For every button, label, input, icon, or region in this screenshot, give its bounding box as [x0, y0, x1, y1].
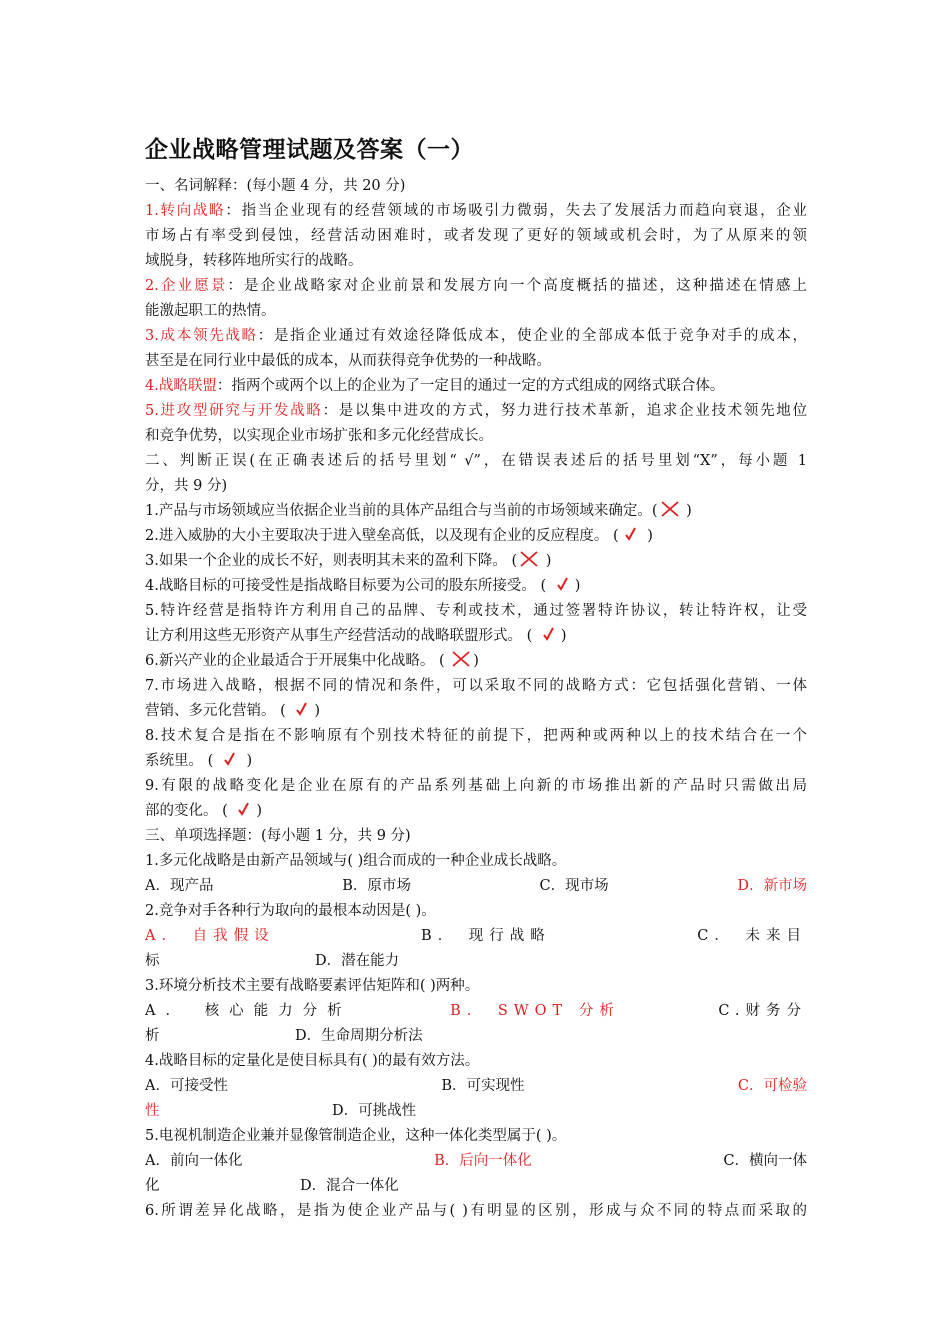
- tf-item-8: 8.技术复合是指在不影响原有个别技术特征的前提下，把两种或两种以上的技术结合在一个: [145, 728, 807, 744]
- option-d: D．潜在能力: [315, 953, 400, 969]
- option-a: A．前向一体化: [145, 1153, 243, 1169]
- check-mark-icon: [619, 525, 643, 543]
- option-d: D．生命周期分析法: [295, 1028, 423, 1044]
- option-b: B．可实现性: [441, 1078, 525, 1094]
- term-2-name: 2.企业愿景: [145, 278, 228, 294]
- check-mark-icon: [290, 700, 314, 718]
- option-d: D．可挑战性: [332, 1103, 417, 1119]
- section2-header: 二、判断正误(在正确表述后的括号里划“ √”，在错误表述后的括号里划“X”，每小题 1: [145, 453, 807, 469]
- document-page: 企业战略管理试题及答案（一） 一、名词解释：(每小题 4 分，共 20 分) 1.转向战略：指当企业现有的经营领域的市场吸引力微弱，失去了发展活力而趋向衰退，企业 市场占有率受到侵蚀，经营活动困难时，或者发现了更好的领域或机会时，为了从原来的领 域脱身，转移阵地所实行的战略。 2.企业愿景：是企业战略家对企业前景和发展方向一个高度概括的描述，这种描述在情感上 能激起职工的热情。 3.成本领先战略：是指企业通过有效途径降低成本，使企业的全部成本低于竞争对手的成本， 甚至是在同行业中最低的成本，从而获得竞争优势的一种战略。 4.战略联盟：指两个或两个以上的企业为了一定目的通过一定的方式组成的网络式联合体。 5.进攻型研究与开发战略：是以集中进攻的方式，努力进行技术革新，追求企业技术领先地位 和竞争优势，以实现企业市场扩张和多元化经营成长。 二、判断正误(在正确表述后的括号里划“ √”，在错误表述后的括号里划“X”，每小题 1 分，共 9 分) 1.产品与市场领域应当依据企业当前的具体产品组合与当前的市场领域来确定。( ) 2.进入威胁的大小主要取决于进入壁垒高低，以及现有企业的反应程度。 ( ) 3.如果一个企业的成长不好，则表明其未来的盈利下降。 ( ) 4.战略目标的可接受性是指战略目标要为公司的股东所接受。 ( ) 5.特许经营是指特许方利用自己的品牌、专利或技术，通过签署特许协议，转让特许权，让受 让方利用这些无形资产从事生产经营活动的战略联盟形式。 ( ) 6.新兴产业的企业最适合于开展集中化战略。 ( ) 7.市场进入战略，根据不同的情况和条件，可以采取不同的战略方式：它包括强化营销、一体 营销、多元化营销。 ( ) 8.技术复合是指在不影响原有个别技术特征的前提下，把两种或两种以上的技术结合在一个 系统里。 ( ) 9.有限的战略变化是企业在原有的产品系列基础上向新的市场推出新的产品时只需做出局 部的变化。 ( ) 三、单项选择题：(每小题 1 分，共 9 分) 1.多元化战略是由新产品领域与( )组合而成的一种企业成长战略。 A．现产品 B．原市场 C．现市场 D．新市场 2.竞争对手各种行为取向的最根本动因是( )。 A． 自我假设 B． 现行战略 C． 未来目 标 D．潜在能力 3.环境分析技术主要有战略要素评估矩阵和( )两种。 A． 核心能力分析 B． SWOT 分析 C.财务分 析 D．生命周期分析法 4.战略目标的定量化是使目标具有( )的最有效方法。 A．可接受性 B．可实现性 C．可检验 性 D．可挑战性 5.电视机制造企业兼并显像管制造企业，这种一体化类型属于( )。 A．前向一体化 B．后向一体化 C．横向一体 化 D．混合一体化 6.所谓差异化战略，是指为使企业产品与( )有明显的区别，形成与众不同的特点而采取的: [145, 130, 807, 1224]
- mc-q2-options: [145, 924, 807, 949]
- term-4: 4.战略联盟：指两个或两个以上的企业为了一定目的通过一定的方式组成的网络式联合体。: [145, 378, 725, 394]
- option-d: D．混合一体化: [300, 1178, 399, 1194]
- option-a: A． 核心能力分析: [145, 1003, 352, 1019]
- option-c: C． 未来目: [697, 928, 807, 944]
- tf-item-2: 2.进入威胁的大小主要取决于进入壁垒高低，以及现有企业的反应程度。 ( ): [145, 524, 807, 549]
- option-a: A．可接受性: [145, 1078, 228, 1094]
- check-mark-icon: [218, 750, 242, 768]
- tf-item-4: 4.战略目标的可接受性是指战略目标要为公司的股东所接受。 ( ): [145, 574, 807, 599]
- mc-q1-options: [145, 874, 807, 899]
- option-c: C.财务分: [718, 1003, 807, 1019]
- option-c: C．现市场: [539, 878, 609, 894]
- term-3-name: 3.成本领先战略: [145, 328, 258, 344]
- tf-item-5: 5.特许经营是指特许方利用自己的品牌、专利或技术，通过签署特许协议，转让特许权，让受: [145, 603, 807, 619]
- option-c-answer: C．可检验: [737, 1078, 807, 1094]
- mc-q3-options: [145, 999, 807, 1024]
- cross-mark-icon: [517, 550, 541, 568]
- mc-q4-options: [145, 1074, 807, 1099]
- mc-q5-stem: 5.电视机制造企业兼并显像管制造企业，这种一体化类型属于( )。: [145, 1128, 567, 1144]
- option-a-answer: A． 自我假设: [145, 928, 275, 944]
- mc-q4-stem: 4.战略目标的定量化是使目标具有( )的最有效方法。: [145, 1053, 480, 1069]
- tf-item-6: 6.新兴产业的企业最适合于开展集中化战略。 ( ): [145, 649, 807, 674]
- option-c: C．横向一体: [723, 1153, 807, 1169]
- option-b: B． 现行战略: [421, 928, 551, 944]
- mc-q2-options-cont: 标 D．潜在能力: [145, 953, 400, 969]
- term-2: 2.企业愿景：是企业战略家对企业前景和发展方向一个高度概括的描述，这种描述在情感上: [145, 278, 807, 294]
- term-5: 5.进攻型研究与开发战略：是以集中进攻的方式，努力进行技术革新，追求企业技术领先地位: [145, 403, 807, 419]
- cross-mark-icon: [658, 500, 682, 518]
- term-1-name: 1.转向战略: [145, 203, 226, 219]
- option-b-answer: B． SWOT 分析: [450, 1003, 620, 1019]
- tf-item-1: 1.产品与市场领域应当依据企业当前的具体产品组合与当前的市场领域来确定。( ): [145, 499, 807, 524]
- option-b: B．原市场: [342, 878, 411, 894]
- mc-q1-stem: 1.多元化战略是由新产品领域与( )组合而成的一种企业成长战略。: [145, 853, 567, 869]
- section3-header: 三、单项选择题：(每小题 1 分，共 9 分): [145, 828, 411, 844]
- option-b-answer: B．后向一体化: [434, 1153, 532, 1169]
- option-d-answer: D．新市场: [737, 878, 807, 894]
- tf-item-7: 7.市场进入战略，根据不同的情况和条件，可以采取不同的战略方式：它包括强化营销、一体: [145, 678, 807, 694]
- mc-q4-options-cont: 性 D．可挑战性: [145, 1103, 417, 1119]
- tf-item-3: 3.如果一个企业的成长不好，则表明其未来的盈利下降。 ( ): [145, 549, 807, 574]
- term-4-name: 4.战略联盟: [145, 378, 217, 394]
- section1-header: 一、名词解释：(每小题 4 分，共 20 分): [145, 178, 406, 194]
- check-mark-icon: [537, 625, 561, 643]
- term-1: 1.转向战略：指当企业现有的经营领域的市场吸引力微弱，失去了发展活力而趋向衰退，企业: [145, 203, 807, 219]
- check-mark-icon: [232, 800, 256, 818]
- cross-mark-icon: [449, 650, 473, 668]
- mc-q5-options: [145, 1149, 807, 1174]
- mc-q3-stem: 3.环境分析技术主要有战略要素评估矩阵和( )两种。: [145, 978, 480, 994]
- document-title: 企业战略管理试题及答案（一）: [145, 137, 474, 163]
- mc-q6-stem: 6.所谓差异化战略，是指为使企业产品与( )有明显的区别，形成与众不同的特点而采取的: [145, 1203, 807, 1219]
- term-5-name: 5.进攻型研究与开发战略: [145, 403, 323, 419]
- option-a: A．现产品: [145, 878, 214, 894]
- mc-q2-stem: 2.竞争对手各种行为取向的最根本动因是( )。: [145, 903, 436, 919]
- mc-q5-options-cont: 化 D．混合一体化: [145, 1178, 399, 1194]
- check-mark-icon: [551, 575, 575, 593]
- mc-q3-options-cont: 析 D．生命周期分析法: [145, 1028, 423, 1044]
- tf-item-9: 9.有限的战略变化是企业在原有的产品系列基础上向新的市场推出新的产品时只需做出局: [145, 778, 807, 794]
- term-3: 3.成本领先战略：是指企业通过有效途径降低成本，使企业的全部成本低于竞争对手的成本，: [145, 328, 807, 344]
